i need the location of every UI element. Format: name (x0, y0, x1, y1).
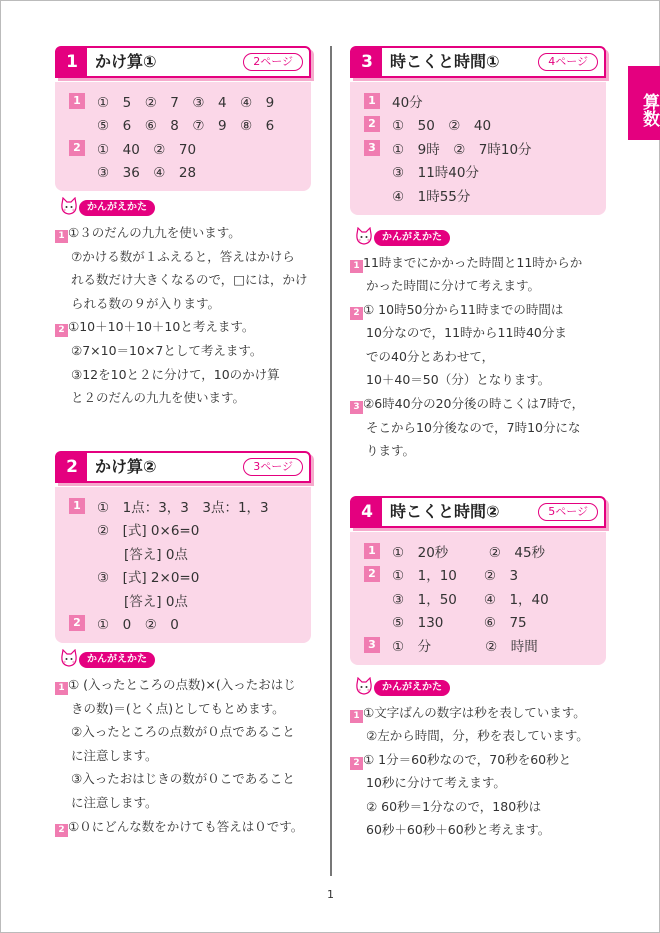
explanation-line (55, 791, 311, 815)
answer-row (364, 586, 596, 610)
explanation-text: ①０にどんな数をかけても答えは０です。 (68, 818, 304, 834)
page-reference: 3ページ (243, 458, 303, 476)
section-1 (55, 46, 311, 410)
explanation-text: と２のだんの九九を使います。 (71, 390, 246, 406)
explanation-line (350, 368, 606, 392)
explanation-text: ⑦かける数が１ふえると，答えはかけら (71, 248, 295, 264)
explanation-line (55, 673, 311, 697)
answer-text: ① 0 ② 0 (97, 617, 179, 634)
explanation-line (55, 744, 311, 768)
kangae-label: かんがえかた (374, 680, 450, 696)
explanation-line (350, 439, 606, 463)
answer-text: [答え] 0点 (97, 546, 188, 563)
explanation (55, 673, 311, 838)
explanation-line (55, 221, 311, 245)
explanation (350, 701, 606, 843)
explanation-text: そこから10分後なので，7時10分にな (366, 419, 581, 435)
page-reference: 2ページ (243, 53, 303, 71)
answer-row (69, 565, 301, 589)
explanation-text: に注意します。 (71, 794, 158, 810)
question-number-badge: 1 (364, 93, 380, 109)
question-number-badge: 1 (350, 260, 363, 273)
answer-row (364, 633, 596, 657)
answer-row (364, 113, 596, 137)
explanation-line (350, 298, 606, 322)
answer-box (350, 82, 606, 215)
explanation-line (55, 245, 311, 269)
explanation-line (55, 363, 311, 387)
answer-text: ④ 1時55分 (392, 188, 471, 205)
question-number-badge: 3 (350, 401, 363, 414)
explanation-text: ① (入ったところの点数)×(入ったおはじ (68, 677, 296, 692)
answer-row (364, 539, 596, 563)
answer-row (69, 588, 301, 612)
explanation-text: ① 10時50分から11時までの時間は (363, 301, 564, 317)
explanation (350, 251, 606, 463)
section-title: 時こくと時間① (390, 52, 500, 71)
answer-text: ③ [式] 2×0=0 (97, 570, 200, 587)
explanation-line (55, 386, 311, 410)
answer-row (69, 541, 301, 565)
answer-text: ③ 1，50 ④ 1，40 (392, 591, 549, 608)
cat-face-icon (354, 227, 374, 247)
question-number-badge: 2 (69, 615, 85, 631)
explanation-line (55, 292, 311, 316)
explanation-line (350, 345, 606, 369)
answer-text: ① 9時 ② 7時10分 (392, 141, 532, 158)
answer-text: [答え] 0点 (97, 593, 188, 610)
answer-row (69, 136, 301, 160)
section-title: 時こくと時間② (390, 502, 500, 521)
section-header (350, 496, 606, 528)
explanation-line (55, 268, 311, 292)
explanation-text: ①３のだんの九九を使います。 (68, 225, 241, 240)
section-title: かけ算① (95, 52, 157, 71)
answer-text: ① 40 ② 70 (97, 141, 197, 158)
subject-tab: 算数 (628, 66, 660, 140)
kangae-label: かんがえかた (79, 652, 155, 668)
answer-row (364, 89, 596, 113)
answer-row (364, 563, 596, 587)
answer-text: ① 1，10 ② 3 (392, 568, 519, 585)
explanation-text: ②左から時間，分，秒を表しています。 (366, 728, 589, 744)
explanation-line (55, 815, 311, 839)
explanation-line (350, 771, 606, 795)
explanation-line (350, 321, 606, 345)
kangae-header (55, 649, 311, 671)
explanation-text: 60秒＋60秒＋60秒と考えます。 (366, 822, 551, 838)
answer-text: ③ 36 ④ 28 (97, 165, 197, 182)
answer-text: ③ 11時40分 (392, 165, 479, 182)
explanation-line (55, 767, 311, 791)
explanation-line (350, 795, 606, 819)
explanation-line (350, 251, 606, 275)
question-number-badge: 3 (364, 637, 380, 653)
answer-box (350, 532, 606, 665)
explanation-text: ② 60秒＝1分なので，180秒は (366, 798, 542, 814)
section-4 (350, 496, 606, 842)
question-number-badge: 3 (364, 140, 380, 156)
answer-text: ② [式] 0×6=0 (97, 523, 200, 540)
column-divider (330, 46, 332, 876)
question-number-badge: 2 (350, 307, 363, 320)
kangae-header (350, 677, 606, 699)
answer-text: ① 20秒 ② 45秒 (392, 544, 546, 561)
kangae-label: かんがえかた (79, 200, 155, 216)
page-reference: 4ページ (538, 53, 598, 71)
answer-text: ① 1点：3，3 3点：1，3 (97, 499, 269, 516)
explanation-text: ②7×10＝10×7として考えます。 (71, 342, 263, 358)
explanation-text: 10＋40＝50（分）となります。 (366, 372, 551, 388)
explanation-text: ③12を10と２に分けて，10のかけ算 (71, 366, 280, 382)
section-3 (350, 46, 606, 463)
answer-row (364, 183, 596, 207)
explanation-text: ②6時40分の20分後の時こくは7時で， (363, 396, 585, 412)
explanation-text: での40分とあわせて， (366, 348, 495, 364)
kangae-header (55, 197, 311, 219)
answer-text: ① 50 ② 40 (392, 118, 492, 135)
answer-row (69, 612, 301, 636)
kangae-header (350, 227, 606, 249)
explanation-text: ります。 (366, 443, 416, 459)
section-header (350, 46, 606, 78)
page-number: 1 (327, 888, 334, 901)
section-number: 1 (57, 48, 87, 76)
answer-row (69, 89, 301, 113)
answer-text: ① 分 ② 時間 (392, 638, 538, 655)
question-number-badge: 2 (364, 566, 380, 582)
answer-box (55, 82, 311, 191)
explanation-line (55, 315, 311, 339)
answer-row (69, 494, 301, 518)
question-number-badge: 2 (350, 757, 363, 770)
section-number: 3 (352, 48, 382, 76)
answer-text: 40分 (392, 94, 423, 111)
explanation-text: ②入ったところの点数が０点であること (71, 724, 295, 740)
question-number-badge: 2 (69, 140, 85, 156)
explanation-text: ①文字ばんの数字は秒を表しています。 (363, 704, 586, 720)
section-title: かけ算② (95, 457, 157, 476)
answer-row (364, 610, 596, 634)
question-number-badge: 1 (69, 498, 85, 514)
question-number-badge: 2 (55, 324, 68, 337)
question-number-badge: 1 (350, 710, 363, 723)
explanation-line (55, 339, 311, 363)
cat-face-icon (354, 677, 374, 697)
question-number-badge: 1 (55, 230, 68, 243)
answer-text: ⑤ 6 ⑥ 8 ⑦ 9 ⑧ 6 (97, 118, 275, 135)
answer-text: ⑤ 130 ⑥ 75 (392, 615, 527, 632)
explanation-line (350, 818, 606, 842)
explanation (55, 221, 311, 410)
explanation-text: 10秒に分けて考えます。 (366, 775, 506, 791)
explanation-line (350, 416, 606, 440)
answer-row (69, 160, 301, 184)
explanation-line (55, 720, 311, 744)
explanation-text: ①10＋10＋10＋10と考えます。 (68, 319, 255, 335)
question-number-badge: 1 (364, 543, 380, 559)
explanation-text: れる数だけ大きくなるので，□には，かけ (71, 272, 308, 288)
explanation-text: られる数の９が入ります。 (71, 295, 221, 311)
question-number-badge: 1 (69, 93, 85, 109)
answer-row (364, 136, 596, 160)
question-number-badge: 2 (55, 824, 68, 837)
page-reference: 5ページ (538, 503, 598, 521)
kangae-label: かんがえかた (374, 230, 450, 246)
section-number: 2 (57, 453, 87, 481)
explanation-line (350, 701, 606, 725)
answer-row (69, 518, 301, 542)
explanation-line (350, 392, 606, 416)
explanation-line (350, 724, 606, 748)
answer-row (364, 160, 596, 184)
section-number: 4 (352, 498, 382, 526)
section-header (55, 46, 311, 78)
explanation-text: ③入ったおはじきの数が０こであること (71, 771, 295, 787)
explanation-text: かった時間に分けて考えます。 (366, 278, 541, 294)
explanation-line (55, 697, 311, 721)
cat-face-icon (59, 197, 79, 217)
question-number-badge: 2 (364, 116, 380, 132)
section-2 (55, 451, 311, 838)
section-header (55, 451, 311, 483)
explanation-line (350, 274, 606, 298)
answer-text: ① 5 ② 7 ③ 4 ④ 9 (97, 94, 275, 111)
explanation-text: ① 1分＝60秒なので，70秒を60秒と (363, 751, 572, 767)
explanation-text: きの数)＝(とく点)としてもとめます。 (71, 700, 285, 716)
explanation-line (350, 748, 606, 772)
question-number-badge: 1 (55, 682, 68, 695)
answer-box (55, 487, 311, 643)
cat-face-icon (59, 649, 79, 669)
answer-row (69, 113, 301, 137)
explanation-text: 11時までにかかった時間と11時からか (363, 254, 583, 270)
explanation-text: に注意します。 (71, 747, 158, 763)
explanation-text: 10分なので，11時から11時40分ま (366, 325, 567, 341)
